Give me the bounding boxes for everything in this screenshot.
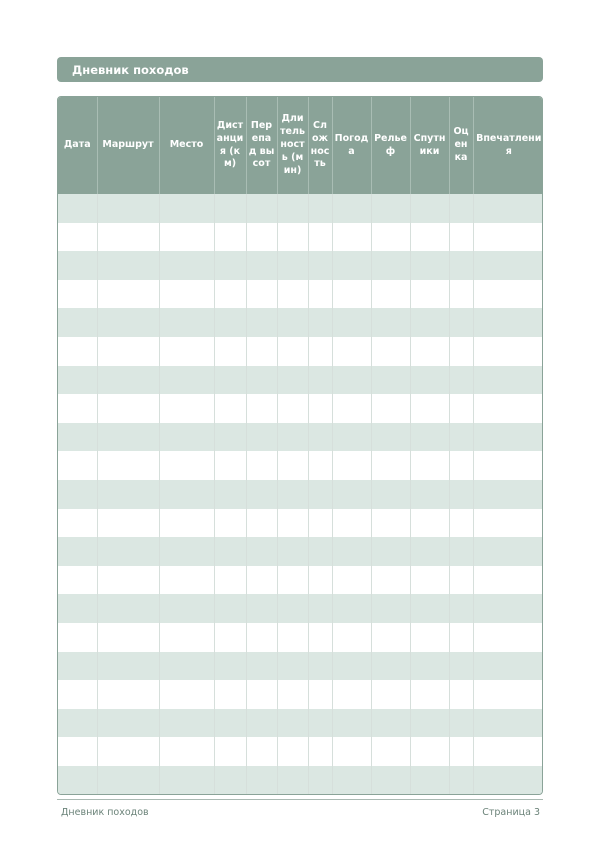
table-cell[interactable] (58, 366, 97, 395)
table-cell[interactable] (473, 366, 543, 395)
table-cell[interactable] (159, 537, 214, 566)
table-cell[interactable] (308, 566, 332, 595)
table-cell[interactable] (473, 766, 543, 795)
table-row (58, 280, 543, 309)
table-cell[interactable] (410, 537, 449, 566)
table-cell[interactable] (449, 680, 473, 709)
table-cell[interactable] (410, 308, 449, 337)
table-cell[interactable] (97, 623, 159, 652)
table-cell[interactable] (159, 623, 214, 652)
table-cell[interactable] (308, 480, 332, 509)
table-cell[interactable] (97, 337, 159, 366)
table-row (58, 623, 543, 652)
table-cell[interactable] (246, 251, 277, 280)
table-cell[interactable] (277, 623, 308, 652)
column-header-weather: Погода (332, 97, 371, 194)
table-cell[interactable] (277, 709, 308, 738)
table-cell[interactable] (277, 537, 308, 566)
footer-divider (57, 799, 543, 800)
table-cell[interactable] (214, 737, 246, 766)
table-cell[interactable] (277, 223, 308, 252)
table-cell[interactable] (371, 709, 410, 738)
table-row (58, 480, 543, 509)
table-cell[interactable] (449, 737, 473, 766)
table-cell[interactable] (246, 623, 277, 652)
table-cell[interactable] (410, 423, 449, 452)
table-cell[interactable] (58, 251, 97, 280)
table-cell[interactable] (277, 680, 308, 709)
table-cell[interactable] (410, 223, 449, 252)
table-cell[interactable] (332, 680, 371, 709)
table-cell[interactable] (449, 394, 473, 423)
table-cell[interactable] (371, 737, 410, 766)
table-row (58, 652, 543, 681)
table-cell[interactable] (410, 709, 449, 738)
table-row (58, 594, 543, 623)
table-cell[interactable] (214, 308, 246, 337)
table-cell[interactable] (473, 223, 543, 252)
column-header-distance: Дистанция (км) (214, 97, 246, 194)
table-cell[interactable] (473, 451, 543, 480)
table-cell[interactable] (277, 566, 308, 595)
table-cell[interactable] (97, 280, 159, 309)
table-cell[interactable] (58, 451, 97, 480)
table-cell[interactable] (97, 509, 159, 538)
table-cell[interactable] (58, 308, 97, 337)
table-cell[interactable] (97, 366, 159, 395)
column-header-elevation: Перепад высот (246, 97, 277, 194)
table-cell[interactable] (214, 366, 246, 395)
table-cell[interactable] (410, 451, 449, 480)
table-cell[interactable] (449, 709, 473, 738)
table-cell[interactable] (246, 280, 277, 309)
table-cell[interactable] (449, 366, 473, 395)
table-cell[interactable] (410, 280, 449, 309)
table-cell[interactable] (332, 223, 371, 252)
table-cell[interactable] (308, 451, 332, 480)
table-cell[interactable] (277, 594, 308, 623)
table-cell[interactable] (308, 194, 332, 223)
table-row (58, 451, 543, 480)
table-row (58, 680, 543, 709)
table-cell[interactable] (332, 537, 371, 566)
table-cell[interactable] (58, 652, 97, 681)
table-cell[interactable] (159, 337, 214, 366)
table-cell[interactable] (58, 509, 97, 538)
table-cell[interactable] (449, 280, 473, 309)
table-cell[interactable] (214, 251, 246, 280)
table-cell[interactable] (159, 251, 214, 280)
table-cell[interactable] (473, 737, 543, 766)
table-cell[interactable] (308, 394, 332, 423)
table-cell[interactable] (473, 623, 543, 652)
table-cell[interactable] (410, 366, 449, 395)
table-cell[interactable] (97, 766, 159, 795)
table-cell[interactable] (214, 566, 246, 595)
table-row (58, 566, 543, 595)
table-cell[interactable] (371, 594, 410, 623)
table-row (58, 737, 543, 766)
table-cell[interactable] (473, 652, 543, 681)
table-cell[interactable] (159, 423, 214, 452)
table-cell[interactable] (97, 537, 159, 566)
table-cell[interactable] (58, 680, 97, 709)
table-cell[interactable] (159, 566, 214, 595)
table-cell[interactable] (371, 509, 410, 538)
table-cell[interactable] (371, 251, 410, 280)
header-row (58, 97, 543, 194)
table-cell[interactable] (277, 737, 308, 766)
table-cell[interactable] (214, 423, 246, 452)
table-row (58, 537, 543, 566)
table-cell[interactable] (308, 623, 332, 652)
table-cell[interactable] (449, 223, 473, 252)
table-cell[interactable] (58, 709, 97, 738)
table-cell[interactable] (449, 480, 473, 509)
table-cell[interactable] (58, 337, 97, 366)
table-row (58, 194, 543, 223)
column-header-difficulty: Сложность (308, 97, 332, 194)
table-cell[interactable] (97, 594, 159, 623)
table-cell[interactable] (277, 194, 308, 223)
table-cell[interactable] (332, 766, 371, 795)
table-cell[interactable] (308, 223, 332, 252)
table-cell[interactable] (308, 308, 332, 337)
table-cell[interactable] (308, 737, 332, 766)
table-cell[interactable] (371, 366, 410, 395)
table-cell[interactable] (410, 766, 449, 795)
table-cell[interactable] (277, 366, 308, 395)
table-cell[interactable] (277, 308, 308, 337)
table-cell[interactable] (159, 709, 214, 738)
column-header-route: Маршрут (97, 97, 159, 194)
table-cell[interactable] (410, 566, 449, 595)
table-cell[interactable] (449, 623, 473, 652)
table-cell[interactable] (473, 337, 543, 366)
table-cell[interactable] (97, 223, 159, 252)
table-cell[interactable] (97, 451, 159, 480)
table-cell[interactable] (308, 423, 332, 452)
table-cell[interactable] (410, 509, 449, 538)
table-cell[interactable] (58, 280, 97, 309)
table-cell[interactable] (58, 537, 97, 566)
table-cell[interactable] (97, 652, 159, 681)
table-cell[interactable] (473, 680, 543, 709)
table-cell[interactable] (371, 451, 410, 480)
table-cell[interactable] (97, 709, 159, 738)
table-cell[interactable] (308, 709, 332, 738)
table-cell[interactable] (214, 451, 246, 480)
table-cell[interactable] (246, 366, 277, 395)
table-cell[interactable] (308, 509, 332, 538)
column-header-rating: Оценка (449, 97, 473, 194)
table-cell[interactable] (214, 280, 246, 309)
table-cell[interactable] (214, 709, 246, 738)
table-cell[interactable] (246, 709, 277, 738)
table-cell[interactable] (58, 566, 97, 595)
table-cell[interactable] (371, 280, 410, 309)
table-cell[interactable] (214, 537, 246, 566)
table-cell[interactable] (473, 251, 543, 280)
table-row (58, 366, 543, 395)
table-cell[interactable] (473, 394, 543, 423)
table-cell[interactable] (246, 308, 277, 337)
table-cell[interactable] (473, 194, 543, 223)
table-cell[interactable] (97, 394, 159, 423)
table-cell[interactable] (214, 766, 246, 795)
table-cell[interactable] (332, 194, 371, 223)
table-cell[interactable] (97, 423, 159, 452)
table-cell[interactable] (308, 537, 332, 566)
table-cell[interactable] (410, 394, 449, 423)
table-cell[interactable] (332, 308, 371, 337)
table-cell[interactable] (449, 308, 473, 337)
table-cell[interactable] (332, 737, 371, 766)
table-cell[interactable] (371, 308, 410, 337)
table-cell[interactable] (308, 766, 332, 795)
table-cell[interactable] (449, 194, 473, 223)
table-cell[interactable] (246, 594, 277, 623)
table-cell[interactable] (410, 194, 449, 223)
table-cell[interactable] (308, 594, 332, 623)
table-cell[interactable] (371, 566, 410, 595)
table-body (58, 194, 543, 794)
table-cell[interactable] (308, 652, 332, 681)
table-cell[interactable] (332, 709, 371, 738)
table-cell[interactable] (449, 537, 473, 566)
table-cell[interactable] (246, 480, 277, 509)
table-cell[interactable] (159, 509, 214, 538)
table-cell[interactable] (449, 251, 473, 280)
table-cell[interactable] (159, 652, 214, 681)
table-row (58, 251, 543, 280)
table-cell[interactable] (58, 737, 97, 766)
table-cell[interactable] (473, 709, 543, 738)
table-row (58, 509, 543, 538)
table-cell[interactable] (473, 594, 543, 623)
table-cell[interactable] (332, 280, 371, 309)
table-cell[interactable] (97, 480, 159, 509)
table-cell[interactable] (371, 480, 410, 509)
table-cell[interactable] (159, 194, 214, 223)
table-cell[interactable] (246, 423, 277, 452)
table-cell[interactable] (246, 194, 277, 223)
table-cell[interactable] (449, 594, 473, 623)
table-cell[interactable] (308, 337, 332, 366)
table-row (58, 337, 543, 366)
table-cell[interactable] (410, 337, 449, 366)
table-cell[interactable] (473, 308, 543, 337)
table-row (58, 423, 543, 452)
table-cell[interactable] (97, 566, 159, 595)
column-header-place: Место (159, 97, 214, 194)
table-cell[interactable] (159, 308, 214, 337)
table-cell[interactable] (371, 194, 410, 223)
table-cell[interactable] (214, 509, 246, 538)
table-cell[interactable] (449, 451, 473, 480)
table-cell[interactable] (473, 537, 543, 566)
table-cell[interactable] (332, 423, 371, 452)
table-cell[interactable] (97, 194, 159, 223)
table-cell[interactable] (214, 394, 246, 423)
table-cell[interactable] (410, 680, 449, 709)
page-title: Дневник походов (57, 57, 543, 82)
table-cell[interactable] (332, 451, 371, 480)
table-cell[interactable] (246, 337, 277, 366)
table-cell[interactable] (473, 423, 543, 452)
table-cell[interactable] (371, 680, 410, 709)
table-cell[interactable] (277, 423, 308, 452)
table-cell[interactable] (214, 652, 246, 681)
table-cell[interactable] (97, 737, 159, 766)
table-cell[interactable] (371, 337, 410, 366)
table-cell[interactable] (246, 566, 277, 595)
table-cell[interactable] (449, 652, 473, 681)
table-cell[interactable] (332, 251, 371, 280)
table-cell[interactable] (308, 251, 332, 280)
table-cell[interactable] (410, 737, 449, 766)
table-cell[interactable] (97, 680, 159, 709)
table-cell[interactable] (246, 223, 277, 252)
table-cell[interactable] (214, 680, 246, 709)
table-cell[interactable] (308, 280, 332, 309)
table-cell[interactable] (159, 594, 214, 623)
table-cell[interactable] (371, 766, 410, 795)
column-header-terrain: Рельеф (371, 97, 410, 194)
table-cell[interactable] (277, 337, 308, 366)
table-cell[interactable] (332, 623, 371, 652)
table-cell[interactable] (159, 280, 214, 309)
table-cell[interactable] (473, 480, 543, 509)
table-cell[interactable] (58, 223, 97, 252)
table-cell[interactable] (58, 423, 97, 452)
table-cell[interactable] (159, 480, 214, 509)
table-cell[interactable] (332, 566, 371, 595)
table-cell[interactable] (332, 652, 371, 681)
footer-title: Дневник походов (61, 807, 149, 818)
table-cell[interactable] (371, 537, 410, 566)
table-cell[interactable] (371, 223, 410, 252)
table-cell[interactable] (58, 594, 97, 623)
table-cell[interactable] (97, 308, 159, 337)
table-cell[interactable] (246, 652, 277, 681)
table-cell[interactable] (214, 194, 246, 223)
table-row (58, 709, 543, 738)
table-cell[interactable] (159, 680, 214, 709)
table-cell[interactable] (159, 737, 214, 766)
table-cell[interactable] (332, 480, 371, 509)
table-cell[interactable] (449, 766, 473, 795)
page-number: Страница 3 (482, 807, 540, 818)
table-cell[interactable] (371, 652, 410, 681)
table-cell[interactable] (159, 451, 214, 480)
table-cell[interactable] (246, 451, 277, 480)
table-cell[interactable] (159, 766, 214, 795)
table-cell[interactable] (277, 652, 308, 681)
table-cell[interactable] (371, 623, 410, 652)
table-cell[interactable] (449, 509, 473, 538)
table-cell[interactable] (277, 251, 308, 280)
table-row (58, 394, 543, 423)
table-cell[interactable] (246, 537, 277, 566)
table-cell[interactable] (58, 766, 97, 795)
table-row (58, 308, 543, 337)
column-header-impressions: Впечатления (473, 97, 543, 194)
table-cell[interactable] (246, 680, 277, 709)
table-cell[interactable] (277, 451, 308, 480)
table-cell[interactable] (410, 652, 449, 681)
table-cell[interactable] (277, 480, 308, 509)
table-cell[interactable] (449, 423, 473, 452)
table-cell[interactable] (246, 509, 277, 538)
table-cell[interactable] (246, 394, 277, 423)
table-cell[interactable] (473, 509, 543, 538)
table-cell[interactable] (473, 566, 543, 595)
table-cell[interactable] (449, 337, 473, 366)
table-cell[interactable] (410, 480, 449, 509)
table-row (58, 223, 543, 252)
table-cell[interactable] (410, 623, 449, 652)
hiking-log-table (57, 96, 543, 795)
column-header-companions: Спутники (410, 97, 449, 194)
table-cell[interactable] (246, 737, 277, 766)
table-cell[interactable] (332, 337, 371, 366)
table-cell[interactable] (58, 480, 97, 509)
table-cell[interactable] (332, 394, 371, 423)
table-cell[interactable] (277, 394, 308, 423)
table-cell[interactable] (277, 509, 308, 538)
table-cell[interactable] (246, 766, 277, 795)
table-cell[interactable] (277, 280, 308, 309)
table-row (58, 766, 543, 795)
table-cell[interactable] (308, 680, 332, 709)
table-cell[interactable] (332, 509, 371, 538)
table-cell[interactable] (214, 594, 246, 623)
table-cell[interactable] (214, 480, 246, 509)
table-cell[interactable] (58, 394, 97, 423)
table-cell[interactable] (277, 766, 308, 795)
table-cell[interactable] (332, 366, 371, 395)
table-cell[interactable] (214, 623, 246, 652)
table-cell[interactable] (214, 223, 246, 252)
table-cell[interactable] (473, 280, 543, 309)
table-cell[interactable] (449, 566, 473, 595)
table-cell[interactable] (308, 366, 332, 395)
table-cell[interactable] (371, 394, 410, 423)
table-cell[interactable] (332, 594, 371, 623)
table-cell[interactable] (371, 423, 410, 452)
table-cell[interactable] (159, 366, 214, 395)
log-table (58, 97, 543, 794)
table-cell[interactable] (58, 194, 97, 223)
table-cell[interactable] (214, 337, 246, 366)
table-cell[interactable] (97, 251, 159, 280)
column-header-date: Дата (58, 97, 97, 194)
table-cell[interactable] (159, 223, 214, 252)
table-cell[interactable] (58, 623, 97, 652)
table-cell[interactable] (410, 251, 449, 280)
column-header-duration: Длительность (мин) (277, 97, 308, 194)
table-cell[interactable] (159, 394, 214, 423)
table-cell[interactable] (410, 594, 449, 623)
